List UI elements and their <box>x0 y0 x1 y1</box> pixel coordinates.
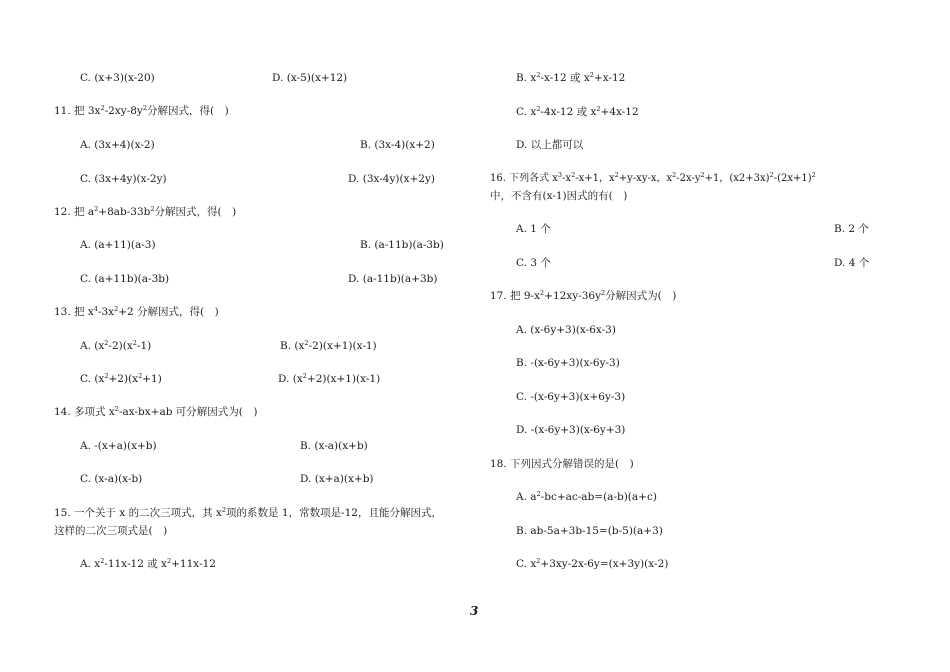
q13-option-d: D. $(x^2+2)(x+1)(x-1)$ <box>278 372 381 385</box>
q16-stem-line2: 中，不含有(x-1)因式的有( ) <box>490 190 628 202</box>
q13-option-b: B. $(x^2-2)(x+1)(x-1)$ <box>280 339 377 352</box>
q13-option-a: A. $(x^2-2)(x^2-1)$ <box>80 339 152 352</box>
q18-option-a: A. $a^2-bc+ac-ab=(a-b)(a+c)$ <box>516 490 657 503</box>
q15-option-a: A. $x^2-11x-12$ 或 $x^2+11x-12$ <box>80 557 216 570</box>
q11-option-c: C. (3x+4y)(x-2y) <box>80 173 167 185</box>
q16-option-b: B. 2 个 <box>834 223 869 235</box>
q11-option-b: B. (3x-4)(x+2) <box>360 139 435 151</box>
q18-option-b: B. ab-5a+3b-15=(b-5)(a+3) <box>516 525 663 537</box>
q12-option-b: B. (a-11b)(a-3b) <box>360 239 444 251</box>
q15-stem-line2: 这样的二次三项式是( ) <box>54 525 168 537</box>
q12-option-c: C. (a+11b)(a-3b) <box>80 273 170 285</box>
q11-stem: 11. 把 $3x^2-2xy-8y^2$分解因式，得( ) <box>54 104 229 117</box>
q14-stem: 14. 多项式 $x^2-ax-bx+ab$ 可分解因式为( ) <box>54 405 258 418</box>
q15-stem-line1: 15. 一个关于 x 的二次三项式，其 $x^2$项的系数是 1，常数项是-12，且能分解因式， <box>54 506 442 519</box>
q16-option-c: C. 3 个 <box>516 257 551 269</box>
page-number: 3 <box>470 604 479 618</box>
q11-option-a: A. (3x+4)(x-2) <box>80 139 155 151</box>
q12-option-a: A. (a+11)(a-3) <box>80 239 156 251</box>
q14-option-d: D. (x+a)(x+b) <box>300 473 374 485</box>
q15-option-d: D. 以上都可以 <box>516 139 584 151</box>
q13-stem: 13. 把 $x^4-3x^2+2$ 分解因式，得( ) <box>54 305 219 318</box>
q15-option-c: C. $x^2-4x-12$ 或 $x^2+4x-12$ <box>516 105 639 118</box>
q14-option-a: A. -(x+a)(x+b) <box>80 440 157 452</box>
q18-option-c: C. $x^2+3xy-2x-6y=(x+3y)(x-2)$ <box>516 557 669 570</box>
q14-option-b: B. (x-a)(x+b) <box>300 440 368 452</box>
q17-option-a: A. (x-6y+3)(x-6x-3) <box>516 324 616 336</box>
q12-stem: 12. 把 $a^2+8ab-33b^2$分解因式，得( ) <box>54 205 237 218</box>
q15-option-b: B. $x^2-x-12$ 或 $x^2+x-12$ <box>516 71 626 84</box>
q14-option-c: C. (x-a)(x-b) <box>80 473 143 485</box>
q17-option-d: D. -(x-6y+3)(x-6y+3) <box>516 424 626 436</box>
q16-stem-line1: 16. 下列各式 $x^3-x^2-x+1$，$x^2+y-xy-x$，$x^2-2x-y^2+1$，$(x2+3x)^2-(2x+1)^2$ <box>490 171 816 184</box>
q13-option-c: C. $(x^2+2)(x^2+1)$ <box>80 372 162 385</box>
q10-option-c: C. (x+3)(x-20) <box>80 72 155 84</box>
q10-option-d: D. (x-5)(x+12) <box>272 72 348 84</box>
q16-option-d: D. 4 个 <box>834 257 870 269</box>
q12-option-d: D. (a-11b)(a+3b) <box>348 273 438 285</box>
q18-stem: 18. 下列因式分解错误的是( ) <box>490 458 634 470</box>
q17-option-c: C. -(x-6y+3)(x+6y-3) <box>516 391 626 403</box>
q17-option-b: B. -(x-6y+3)(x-6y-3) <box>516 357 620 369</box>
q11-option-d: D. (3x-4y)(x+2y) <box>348 173 436 185</box>
q16-option-a: A. 1 个 <box>516 223 551 235</box>
q17-stem: 17. 把 $9-x^2+12xy-36y^2$分解因式为( ) <box>490 289 677 302</box>
